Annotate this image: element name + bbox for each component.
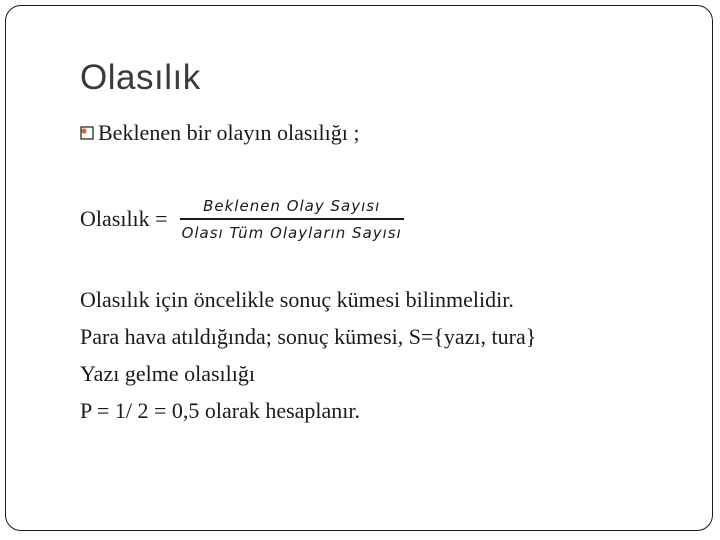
slide-title: Olasılık bbox=[80, 58, 201, 97]
body-text bbox=[80, 284, 536, 432]
fraction-bar bbox=[180, 218, 404, 220]
body-line-1: Olasılık için öncelikle sonuç kümesi bilinmelidir. bbox=[80, 287, 514, 312]
body-line-2: Para hava atıldığında; sonuç kümesi, S={yazı, tura} bbox=[80, 324, 537, 349]
body-line-4: P = 1/ 2 = 0,5 olarak hesaplanır. bbox=[80, 398, 361, 423]
formula-fraction bbox=[180, 197, 404, 242]
bullet-item bbox=[80, 120, 360, 146]
body-line-3: Yazı gelme olasılığı bbox=[80, 361, 255, 386]
formula-denominator: Olası Tüm Olayların Sayısı bbox=[181, 223, 402, 242]
bullet-icon bbox=[80, 125, 94, 141]
formula-numerator: Beklenen Olay Sayısı bbox=[203, 196, 381, 215]
formula-lhs: Olasılık = bbox=[80, 206, 168, 231]
bullet-text: Beklenen bir olayın olasılığı ; bbox=[98, 120, 360, 145]
probability-formula bbox=[80, 190, 404, 248]
